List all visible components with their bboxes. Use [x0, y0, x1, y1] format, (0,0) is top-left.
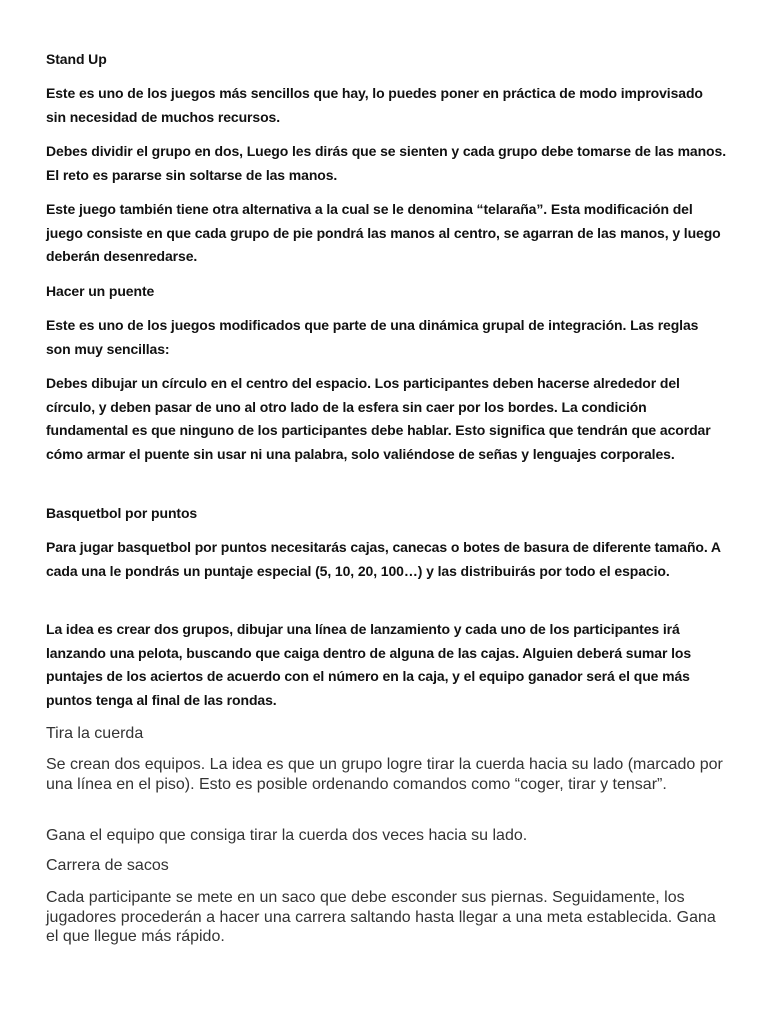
- paragraph: Este es uno de los juegos modificados que parte de una dinámica grupal de integración. Las reglas son muy sencillas:: [46, 317, 699, 357]
- section-heading: Stand Up: [46, 51, 107, 67]
- paragraph: Este juego también tiene otra alternativa a la cual se le denomina “telaraña”. Esta modificación del juego consiste en que cada grupo de pie pondrá las manos al centro, se agarran de las manos, y luego deberán desenredarse.: [46, 201, 721, 264]
- paragraph: Se crean dos equipos. La idea es que un grupo logre tirar la cuerda hacia su lado (marcado por una línea en el piso). Esto es posible ordenando comandos como “coger, tirar y tensar”.: [46, 756, 723, 793]
- section-heading: Hacer un puente: [46, 283, 155, 299]
- section-heading: Tira la cuerda: [46, 725, 144, 742]
- paragraph: La idea es crear dos grupos, dibujar una línea de lanzamiento y cada uno de los participantes irá lanzando una pelota, buscando que caiga dentro de alguna de las cajas. Alguien deberá sumar los puntajes de los aciertos de acuerdo con el número en la caja, y el equipo ganador será el que más puntos tenga al final de las rondas.: [46, 621, 692, 708]
- paragraph: Debes dividir el grupo en dos, Luego les dirás que se sienten y cada grupo debe tomarse de las manos. El reto es pararse sin soltarse de las manos.: [46, 143, 726, 183]
- paragraph: Este es uno de los juegos más sencillos que hay, lo puedes poner en práctica de modo improvisado sin necesidad de muchos recursos.: [46, 85, 703, 125]
- paragraph: Gana el equipo que consiga tirar la cuerda dos veces hacia su lado.: [46, 827, 528, 844]
- section-heading: Carrera de sacos: [46, 857, 169, 874]
- paragraph: Cada participante se mete en un saco que debe esconder sus piernas. Seguidamente, los jugadores procederán a hacer una carrera saltando hasta llegar a una meta establecida. Gana el que llegue más rápido.: [46, 889, 716, 945]
- paragraph: Para jugar basquetbol por puntos necesitarás cajas, canecas o botes de basura de diferente tamaño. A cada una le pondrás un puntaje especial (5, 10, 20, 100…) y las distribuirás por todo el espacio.: [46, 539, 721, 579]
- section-heading: Basquetbol por puntos: [46, 505, 198, 521]
- paragraph: Debes dibujar un círculo en el centro del espacio. Los participantes deben hacerse alrededor del círculo, y deben pasar de uno al otro lado de la esfera sin caer por los bordes. La condición fundamental es que ninguno de los participantes debe hablar. Esto significa que tendrán que acordar cómo armar el puente sin usar ni una palabra, solo valiéndose de señas y lenguajes corporales.: [46, 375, 711, 462]
